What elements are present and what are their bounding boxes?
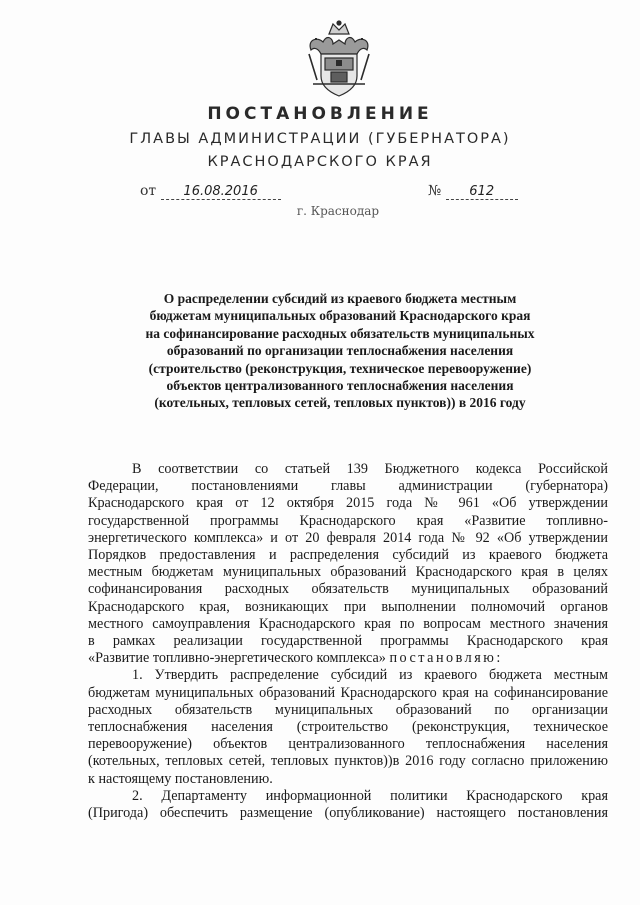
number-row — [428, 183, 518, 200]
region-heading: КРАСНОДАРСКОГО КРАЯ — [207, 154, 433, 170]
body-line: энергетического комплекса» и от 20 февраля 2014 года № 92 «Об утверждении — [88, 529, 608, 546]
number-prefix: № — [428, 183, 442, 199]
body-line: Федерации, постановлениями главы администрации (губернатора) — [88, 478, 608, 495]
title-line: образований по организации теплоснабжения населения — [166, 343, 514, 359]
decree-word: постановляю: — [389, 650, 503, 667]
body-line — [88, 650, 608, 667]
title-line: бюджетам муниципальных образований Краснодарского края — [149, 308, 531, 324]
body-line: В соответствии со статьей 139 Бюджетного кодекса Российской — [132, 461, 608, 477]
title-line: на софинансирование расходных обязательств муниципальных — [145, 325, 535, 341]
coat-of-arms-icon — [303, 20, 375, 98]
document-type-heading: ПОСТАНОВЛЕНИЕ — [207, 104, 433, 124]
title-line: объектов централизованного теплоснабжения населения — [166, 378, 514, 394]
document-body — [88, 461, 608, 822]
body-line: государственной программы Краснодарского края «Развитие топливно- — [88, 512, 608, 529]
date-row — [140, 183, 281, 200]
title-line: О распределении субсидий из краевого бюджета местным — [163, 291, 517, 306]
body-line: (Пригода) обеспечить размещение (опубликование) настоящего постановления — [88, 805, 608, 822]
body-line: перевооружение) объектов централизованного теплоснабжения населения — [88, 736, 608, 753]
date-prefix: от — [140, 183, 157, 199]
body-line: 1. Утвердить распределение субсидий из краевого бюджета местным — [132, 667, 608, 684]
document-title — [110, 290, 570, 412]
body-line: местного самоуправления Краснодарского края по вопросам местного значения — [88, 615, 608, 632]
body-line: софинансирования расходных обязательств муниципальных образований — [88, 581, 608, 598]
body-line: Краснодарского края от 12 октября 2015 года № 961 «Об утверждении — [88, 495, 608, 512]
date-value: 16.08.2016 — [161, 184, 281, 200]
body-line: теплоснабжения населения (строительство (реконструкция, техническое — [88, 719, 608, 736]
body-line: бюджетам муниципальных образований Краснодарского края на софинансирование — [88, 684, 608, 701]
title-line: (строительство (реконструкция, техническое перевооружение) — [148, 360, 532, 376]
body-line: расходных обязательств муниципальных образований по организации — [88, 701, 608, 718]
body-line: Порядков предоставления и распределения субсидий из краевого бюджета — [88, 547, 608, 564]
body-line: Краснодарского края, возникающих при выполнении полномочий органов — [88, 598, 608, 615]
body-line: к настоящему постановлению. — [88, 770, 273, 787]
title-line: (котельных, тепловых сетей, тепловых пунктов)) в 2016 году — [154, 395, 526, 411]
body-line: местным бюджетам муниципальных образований Краснодарского края в целях — [88, 564, 608, 581]
city-label: г. Краснодар — [296, 204, 380, 218]
issuer-heading: ГЛАВЫ АДМИНИСТРАЦИИ (ГУБЕРНАТОРА) — [129, 131, 511, 147]
number-value: 612 — [446, 184, 518, 200]
body-line: 2. Департаменту информационной политики Краснодарского края — [132, 787, 608, 804]
body-line-text: «Развитие топливно-энергетического комплекса» — [88, 650, 386, 667]
body-line: в рамках реализации государственной программы Краснодарского края — [88, 633, 608, 650]
body-line: (котельных, тепловых сетей, тепловых пунктов))в 2016 году согласно приложению — [88, 753, 608, 770]
